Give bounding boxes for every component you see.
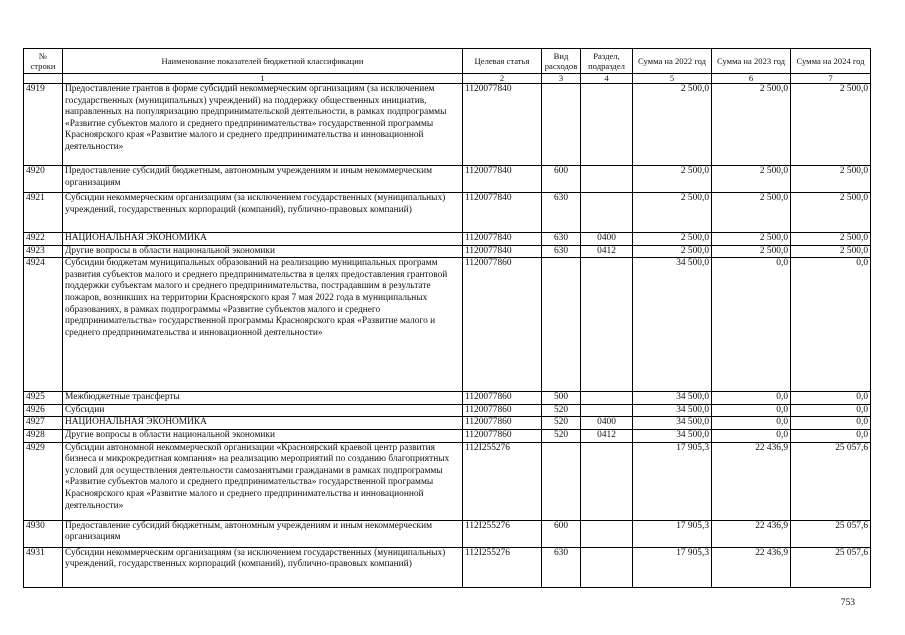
table-row [24,417,871,430]
section-subsection-cell [581,547,633,587]
column-number-row [24,74,871,84]
sum-2022-cell: 34 500,0 [633,417,712,430]
indicator-name-cell: Субсидии некоммерческим организациям (за исключением государственных (муниципальных) учреждений, государственных корпораций (компаний), публично-правовых компаний) [63,193,463,233]
column-number: 5 [633,74,712,84]
target-article-cell: 112I255276 [463,520,542,547]
sum-2024-cell: 0,0 [791,417,871,430]
expense-type-cell [542,258,581,392]
header-row [24,49,871,74]
indicator-name-cell: Другие вопросы в области национальной экономики [63,245,463,258]
header-sum-2024: Сумма на 2024 год [791,49,871,74]
header-num: № строки [24,49,63,74]
sum-2023-cell: 0,0 [712,429,791,442]
table-row [24,547,871,587]
target-article-cell: 112I255276 [463,547,542,587]
sum-2022-cell: 34 500,0 [633,429,712,442]
target-article-cell: 1120077840 [463,233,542,246]
column-number: 6 [712,74,791,84]
sum-2024-cell: 2 500,0 [791,245,871,258]
table-row [24,166,871,193]
target-article-cell: 1120077840 [463,84,542,166]
expense-type-cell: 520 [542,417,581,430]
indicator-name-cell: Субсидии бюджетам муниципальных образований на реализацию муниципальных программ развития субъектов малого и среднего предпринимательства в целях предоставления грантовой поддержки субъектам малого и среднего предпринимательства, пострадавшим в результате пожаров, возникших на территории Красноярского края 7 мая 2022 года в муниципальных образованиях, в рамках подпрограммы «Развитие субъектов малого и среднего предпринимательства» государственной программы Красноярского края «Развитие малого и среднего предпринимательства и инновационной деятельности» [63,258,463,392]
section-subsection-cell [581,392,633,405]
sum-2022-cell: 34 500,0 [633,404,712,417]
expense-type-cell: 630 [542,233,581,246]
sum-2022-cell: 2 500,0 [633,166,712,193]
section-subsection-cell: 0412 [581,245,633,258]
section-subsection-cell [581,193,633,233]
sum-2022-cell: 2 500,0 [633,193,712,233]
expense-type-cell: 630 [542,547,581,587]
sum-2023-cell: 0,0 [712,258,791,392]
indicator-name-cell: Предоставление субсидий бюджетным, автономным учреждениям и иным некоммерческим организациям [63,520,463,547]
sum-2024-cell: 2 500,0 [791,193,871,233]
sum-2024-cell: 25 057,6 [791,442,871,520]
expense-type-cell: 600 [542,520,581,547]
target-article-cell: 1120077840 [463,166,542,193]
header-sum-2022: Сумма на 2022 год [633,49,712,74]
target-article-cell: 1120077860 [463,417,542,430]
expense-type-cell: 520 [542,429,581,442]
sum-2024-cell: 2 500,0 [791,233,871,246]
column-number: 2 [463,74,542,84]
header-sum-2023: Сумма на 2023 год [712,49,791,74]
row-number-cell: 4921 [24,193,63,233]
column-number: 7 [791,74,871,84]
sum-2024-cell: 2 500,0 [791,166,871,193]
sum-2023-cell: 22 436,9 [712,442,791,520]
budget-page [23,48,870,588]
section-subsection-cell [581,84,633,166]
page-number: 753 [840,598,855,608]
sum-2022-cell: 2 500,0 [633,245,712,258]
budget-table [23,48,871,588]
indicator-name-cell: НАЦИОНАЛЬНАЯ ЭКОНОМИКА [63,417,463,430]
expense-type-cell: 630 [542,245,581,258]
table-row [24,84,871,166]
expense-type-cell: 520 [542,404,581,417]
row-number-cell: 4927 [24,417,63,430]
row-number-cell: 4929 [24,442,63,520]
row-number-cell: 4925 [24,392,63,405]
sum-2022-cell: 17 905,3 [633,547,712,587]
table-row [24,429,871,442]
section-subsection-cell: 0412 [581,429,633,442]
section-subsection-cell: 0400 [581,233,633,246]
sum-2024-cell: 0,0 [791,404,871,417]
expense-type-cell: 500 [542,392,581,405]
sum-2022-cell: 34 500,0 [633,392,712,405]
indicator-name-cell: Субсидии [63,404,463,417]
column-number: 1 [63,74,463,84]
sum-2023-cell: 22 436,9 [712,547,791,587]
indicator-name-cell: Субсидии некоммерческим организациям (за исключением государственных (муниципальных) учреждений, государственных корпораций (компаний), публично-правовых компаний) [63,547,463,587]
expense-type-cell [542,84,581,166]
sum-2024-cell: 0,0 [791,258,871,392]
row-number-cell: 4928 [24,429,63,442]
header-vid: Вид расходов [542,49,581,74]
column-number: 3 [542,74,581,84]
sum-2023-cell: 0,0 [712,404,791,417]
sum-2022-cell: 34 500,0 [633,258,712,392]
row-number-cell: 4920 [24,166,63,193]
sum-2024-cell: 0,0 [791,429,871,442]
table-row [24,442,871,520]
sum-2022-cell: 17 905,3 [633,520,712,547]
target-article-cell: 112I255276 [463,442,542,520]
row-number-cell: 4931 [24,547,63,587]
indicator-name-cell: Предоставление субсидий бюджетным, автономным учреждениям и иным некоммерческим организациям [63,166,463,193]
row-number-cell: 4923 [24,245,63,258]
row-number-cell: 4922 [24,233,63,246]
sum-2022-cell: 17 905,3 [633,442,712,520]
target-article-cell: 1120077860 [463,404,542,417]
row-number-cell: 4919 [24,84,63,166]
section-subsection-cell [581,404,633,417]
indicator-name-cell: Другие вопросы в области национальной экономики [63,429,463,442]
row-number-cell: 4930 [24,520,63,547]
target-article-cell: 1120077840 [463,193,542,233]
table-body [24,84,871,588]
sum-2023-cell: 2 500,0 [712,193,791,233]
sum-2022-cell: 2 500,0 [633,84,712,166]
section-subsection-cell [581,520,633,547]
sum-2023-cell: 22 436,9 [712,520,791,547]
target-article-cell: 1120077860 [463,258,542,392]
row-number-cell: 4924 [24,258,63,392]
sum-2023-cell: 0,0 [712,392,791,405]
indicator-name-cell: НАЦИОНАЛЬНАЯ ЭКОНОМИКА [63,233,463,246]
indicator-name-cell: Межбюджетные трансферты [63,392,463,405]
table-row [24,258,871,392]
target-article-cell: 1120077860 [463,429,542,442]
section-subsection-cell [581,258,633,392]
header-name: Наименование показателей бюджетной классификации [63,49,463,74]
sum-2024-cell: 25 057,6 [791,547,871,587]
sum-2024-cell: 25 057,6 [791,520,871,547]
sum-2023-cell: 2 500,0 [712,245,791,258]
column-number [24,74,63,84]
target-article-cell: 1120077860 [463,392,542,405]
table-row [24,520,871,547]
header-target: Целевая статья [463,49,542,74]
table-row [24,245,871,258]
indicator-name-cell: Предоставление грантов в форме субсидий некоммерческим организациям (за исключением государственных (муниципальных) учреждений) на поддержку общественных инициатив, направленных на популяризацию предпринимательской деятельности, в рамках подпрограммы «Развитие субъектов малого и среднего предпринимательства» государственной программы Красноярского края «Развитие малого и среднего предпринимательства и инновационной деятельности» [63,84,463,166]
table-row [24,404,871,417]
section-subsection-cell [581,166,633,193]
expense-type-cell: 600 [542,166,581,193]
row-number-cell: 4926 [24,404,63,417]
sum-2024-cell: 0,0 [791,392,871,405]
header-razdel: Раздел, подраздел [581,49,633,74]
sum-2022-cell: 2 500,0 [633,233,712,246]
table-row [24,233,871,246]
table-row [24,193,871,233]
sum-2023-cell: 0,0 [712,417,791,430]
indicator-name-cell: Субсидии автономной некоммерческой организации «Красноярский краевой центр развития бизнеса и микрокредитная компания» на реализацию мероприятий по созданию благоприятных условий для осуществления деятельности самозанятыми гражданами в рамках подпрограммы «Развитие субъектов малого и среднего предпринимательства» государственной программы Красноярского края «Развитие малого и среднего предпринимательства и инновационной деятельности» [63,442,463,520]
sum-2023-cell: 2 500,0 [712,233,791,246]
expense-type-cell [542,442,581,520]
sum-2023-cell: 2 500,0 [712,84,791,166]
section-subsection-cell: 0400 [581,417,633,430]
column-number: 4 [581,74,633,84]
expense-type-cell: 630 [542,193,581,233]
sum-2024-cell: 2 500,0 [791,84,871,166]
section-subsection-cell [581,442,633,520]
sum-2023-cell: 2 500,0 [712,166,791,193]
target-article-cell: 1120077840 [463,245,542,258]
table-row [24,392,871,405]
